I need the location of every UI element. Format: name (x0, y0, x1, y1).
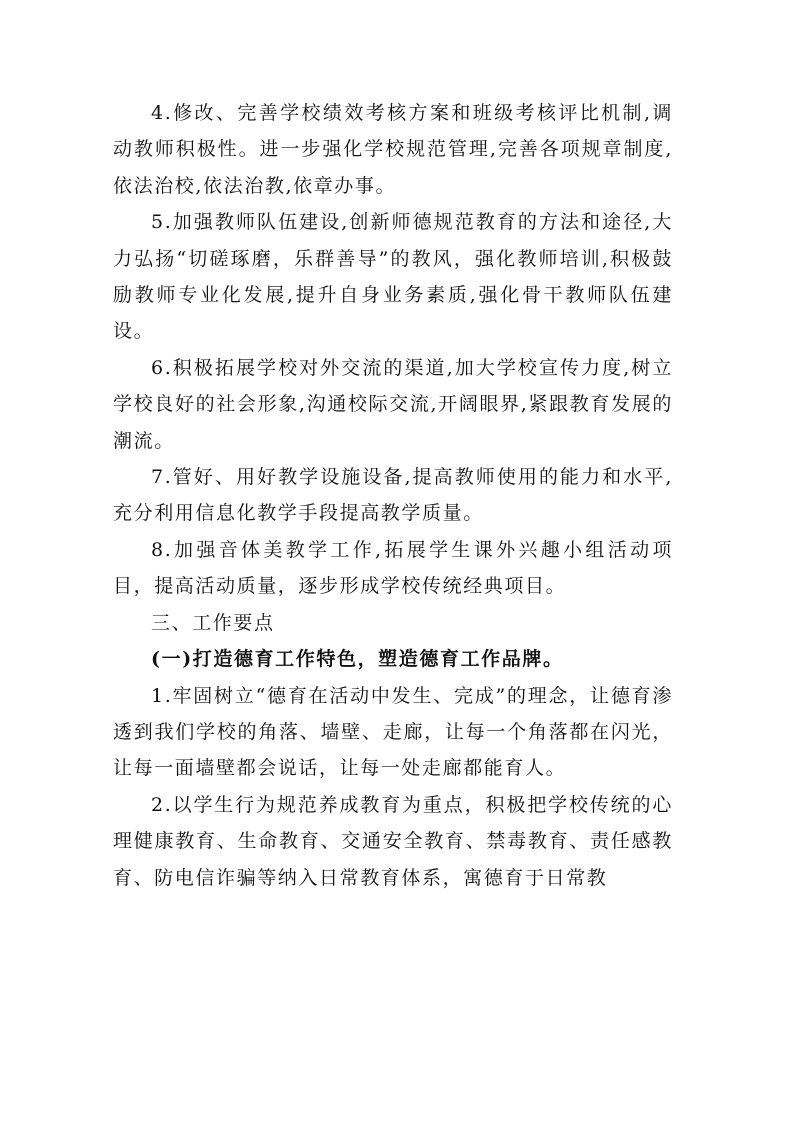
subsection-heading-moral-education: (一)打造德育工作特色，塑造德育工作品牌。 (151, 648, 564, 671)
paragraph-item-5: 5.加强教师队伍建设,创新师德规范教育的方法和途径,大力弘扬“切磋琢磨，乐群善导”的教风，强化教师培训,积极鼓励教师专业化发展,提升自身业务素质,强化骨干教师队伍建设。 (113, 211, 673, 343)
paragraph-moral-1: 1.牢固树立“德育在活动中发生、完成”的理念，让德育渗透到我们学校的角落、墙壁、走廊，让每一个角落都在闪光，让每一面墙壁都会说话，让每一处走廊都能育人。 (113, 684, 673, 780)
paragraph-item-6: 6.积极拓展学校对外交流的渠道,加大学校宣传力度,树立学校良好的社会形象,沟通校际交流,开阔眼界,紧跟教育发展的潮流。 (113, 356, 673, 452)
paragraph-item-8: 8.加强音体美教学工作,拓展学生课外兴趣小组活动项目，提高活动质量，逐步形成学校传统经典项目。 (113, 538, 673, 598)
paragraph-moral-2: 2.以学生行为规范养成教育为重点，积极把学校传统的心理健康教育、生命教育、交通安全教育、禁毒教育、责任感教育、防电信诈骗等纳入日常教育体系，寓德育于日常教 (113, 793, 673, 889)
paragraph-item-4: 4.修改、完善学校绩效考核方案和班级考核评比机制,调动教师积极性。进一步强化学校规范管理,完善各项规章制度,依法治校,依法治教,依章办事。 (113, 102, 673, 197)
section-heading-work-points: 三、工作要点 (151, 611, 275, 634)
paragraph-item-7: 7.管好、用好教学设施设备,提高教师使用的能力和水平,充分利用信息化教学手段提高教学质量。 (113, 466, 673, 525)
document-body (113, 95, 673, 896)
